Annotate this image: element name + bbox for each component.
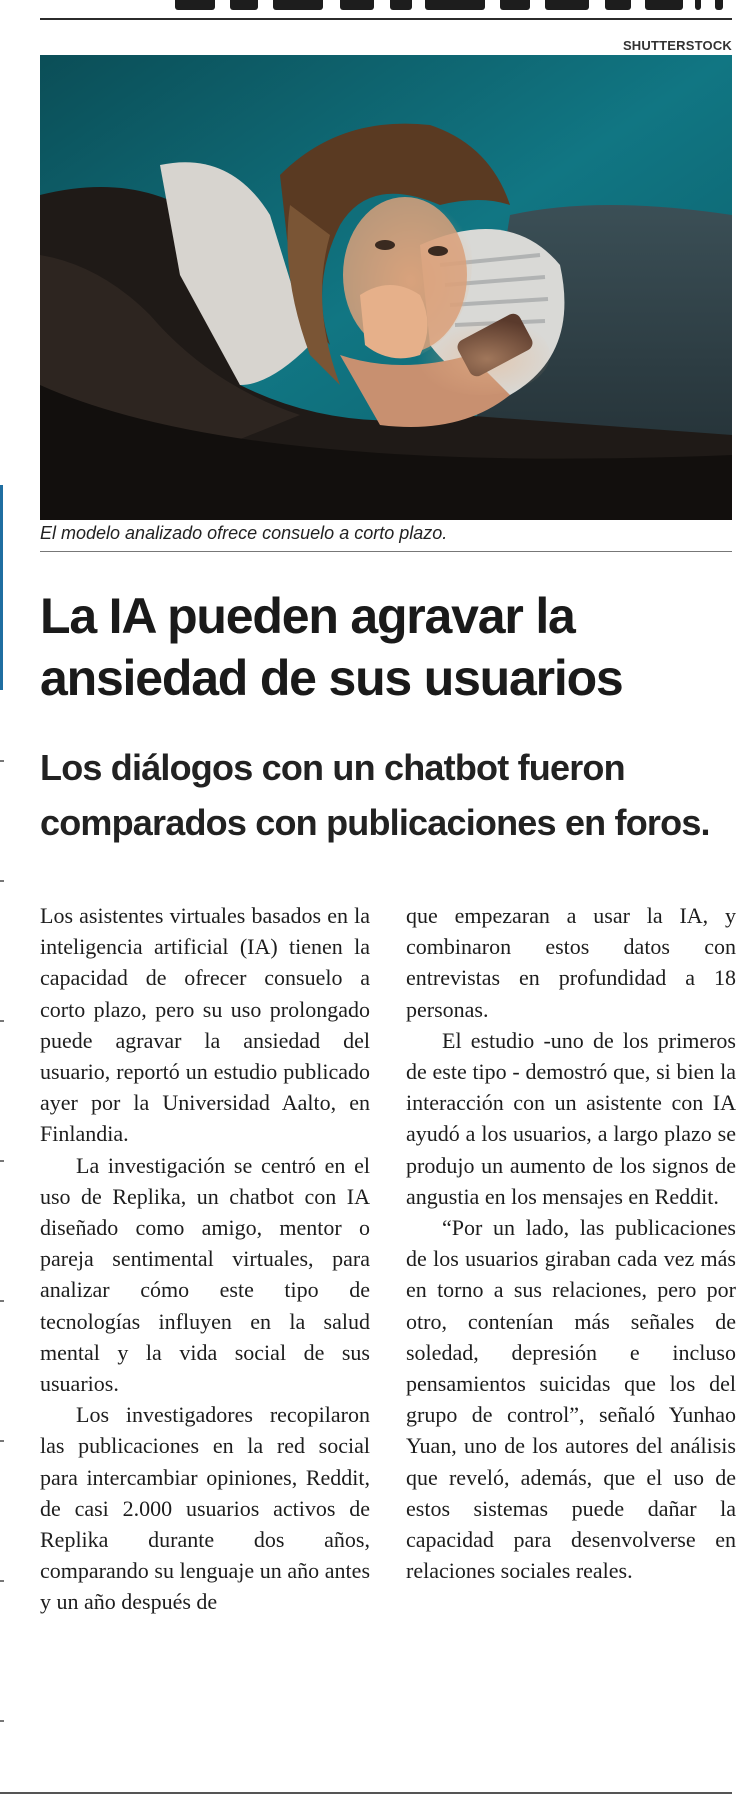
body-column-left [40, 900, 370, 1618]
photo-credit: SHUTTERSTOCK [622, 38, 732, 53]
body-paragraph: La investigación se centró en el uso de Replika, un chatbot con IA diseñado como amigo, mentor o pareja sentimental virtuales, para analizar cómo este tipo de tecnologías influyen en la salud mental y la vida social de sus usuarios. [40, 1152, 370, 1397]
headline-line-2: ansiedad de sus usuarios [40, 650, 623, 706]
left-margin-ticks [0, 760, 4, 1740]
subhead-line-2: comparados con publicaciones en foros. [40, 802, 710, 843]
section-accent-bar [0, 485, 3, 690]
caption-divider [40, 551, 732, 552]
headline-line-1: La IA pueden agravar la [40, 588, 575, 644]
photo-caption: El modelo analizado ofrece consuelo a corto plazo. [40, 523, 448, 543]
body-paragraph: Los asistentes virtuales basados en la inteligencia artificial (IA) tienen la capacidad de ofrecer consuelo a corto plazo, pero su uso prolongado puede agravar la ansiedad del usuario, reportó un estudio publicado ayer por la Universidad Aalto, en Finlandia. [40, 903, 370, 1147]
body-paragraph: “Por un lado, las publicaciones de los usuarios giraban cada vez más en torno a sus relaciones, pero por otro, contenían más señales de soledad, depresión e incluso pensamientos suicidas que los del grupo de control”, señaló Yunhao Yuan, uno de los autores del análisis que reveló, además, que el uso de estos sistemas puede dañar la capacidad para desenvolverse en relaciones sociales reales. [406, 1215, 736, 1584]
cropped-heading-fragment [175, 0, 735, 10]
body-column-right [406, 900, 736, 1586]
article-photo [40, 55, 732, 520]
article-subheadline [40, 740, 740, 850]
article-headline [40, 585, 732, 709]
body-paragraph: que empezaran a usar la IA, y combinaron estos datos con entrevistas en profundidad a 18 personas. [406, 903, 736, 1022]
article-body [40, 900, 734, 1740]
bottom-rule [0, 1792, 732, 1794]
subhead-line-1: Los diálogos con un chatbot fueron [40, 747, 625, 788]
body-paragraph: El estudio -uno de los primeros de este tipo - demostró que, si bien la interacción con un asistente con IA ayudó a los usuarios, a largo plazo se produjo un aumento de los signos de angustia en los mensajes en Reddit. [406, 1027, 736, 1209]
top-rule [40, 18, 732, 20]
body-paragraph: Los investigadores recopilaron las publicaciones en la red social para intercambiar opiniones, Reddit, de casi 2.000 usuarios activos de Replika durante dos años, comparando su lenguaje un año antes y un año después de [40, 1402, 370, 1615]
